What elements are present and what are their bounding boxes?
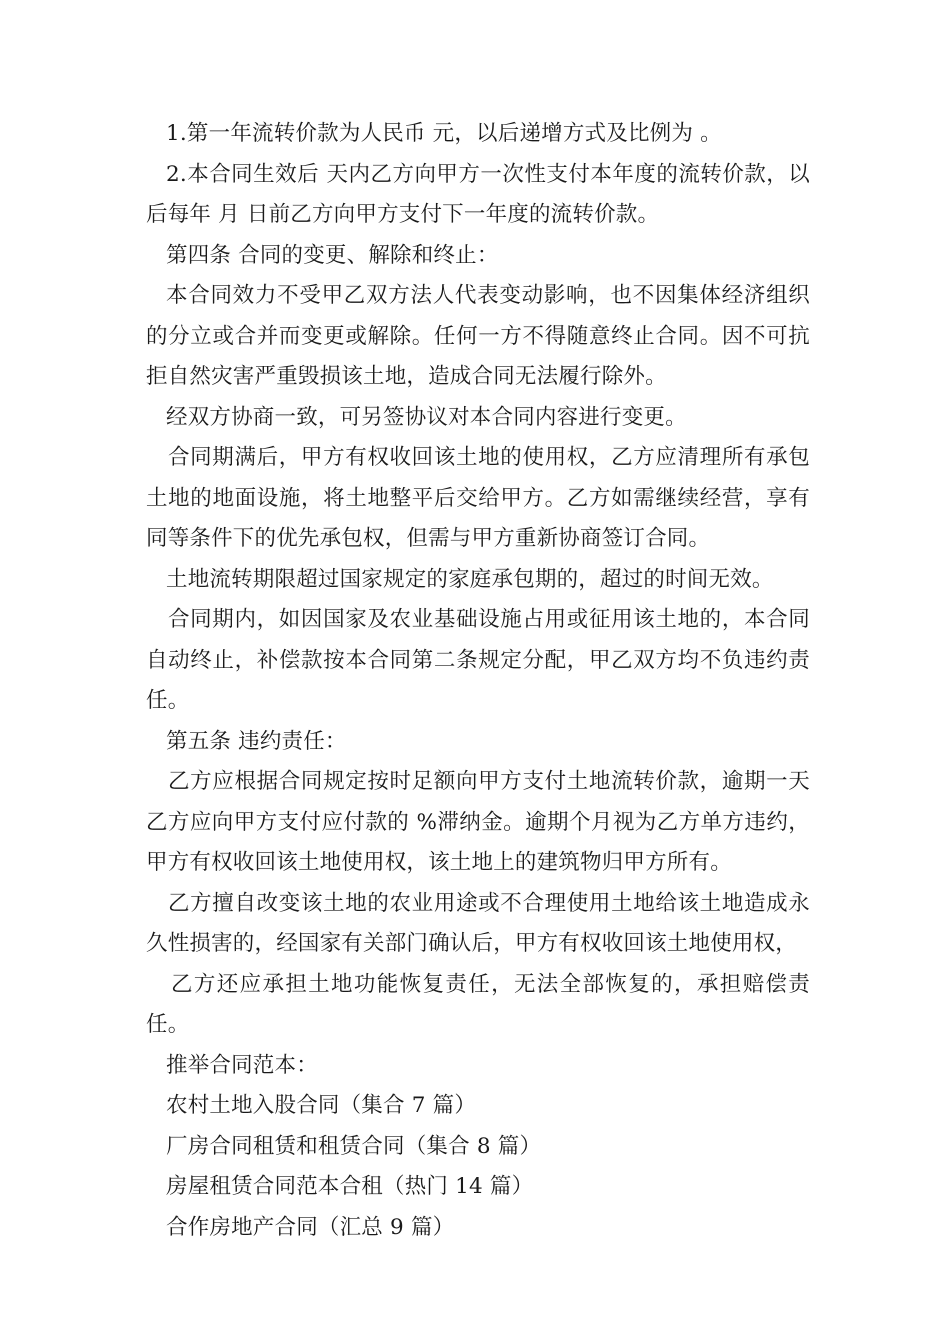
paragraph-expiry: 合同期满后，甲方有权收回该土地的使用权，乙方应清理所有承包土地的地面设施，将土地整平后交给甲方。乙方如需继续经营，享有同等条件下的优先承包权，但需与甲方重新协商签订合同。 [146, 445, 810, 551]
paragraph-term-limit: 土地流转期限超过国家规定的家庭承包期的，超过的时间无效。 [166, 566, 774, 592]
section-heading-article-4: 第四条 合同的变更、解除和终止： [166, 242, 499, 268]
recommended-template-item[interactable]: 房屋租赁合同范本合租（热门 14 篇） [166, 1174, 534, 1199]
recommended-template-item[interactable]: 农村土地入股合同（集合 7 篇） [166, 1093, 477, 1118]
paragraph-restoration: 乙方还应承担土地功能恢复责任，无法全部恢复的，承担赔偿责任。 [146, 971, 810, 1037]
recommended-templates-heading: 推举合同范本： [166, 1052, 318, 1078]
paragraph-expropriation: 合同期内，如因国家及农业基础设施占用或征用该土地的，本合同自动终止，补偿款按本合同第二条规定分配，甲乙双方均不负违约责任。 [146, 607, 810, 713]
document-body [146, 114, 810, 1248]
paragraph-amendment: 经双方协商一致，可另签协议对本合同内容进行变更。 [166, 404, 687, 430]
paragraph-payment-first-year: 1.第一年流转价款为人民币 元，以后递增方式及比例为 。 [166, 121, 722, 146]
paragraph-late-payment: 乙方应根据合同规定按时足额向甲方支付土地流转价款，逾期一天乙方应向甲方支付应付款的 %滞纳金。逾期个月视为乙方单方违约，甲方有权收回该土地使用权，该土地上的建筑物归甲方所有。 [146, 769, 810, 875]
paragraph-contract-validity: 本合同效力不受甲乙双方法人代表变动影响，也不因集体经济组织的分立或合并而变更或解除。任何一方不得随意终止合同。因不可抗拒自然灾害严重毁损该土地，造成合同无法履行除外。 [146, 283, 810, 389]
section-heading-article-5: 第五条 违约责任： [166, 728, 347, 754]
recommended-template-item[interactable]: 厂房合同租赁和租赁合同（集合 8 篇） [166, 1133, 542, 1159]
paragraph-land-misuse: 乙方擅自改变该土地的农业用途或不合理使用土地给该土地造成永久性损害的，经国家有关部门确认后，甲方有权收回该土地使用权， [146, 890, 810, 956]
paragraph-payment-schedule: 2.本合同生效后 天内乙方向甲方一次性支付本年度的流转价款，以后每年 月 日前乙方向甲方支付下一年度的流转价款。 [146, 161, 810, 227]
recommended-template-item[interactable]: 合作房地产合同（汇总 9 篇） [166, 1214, 455, 1240]
